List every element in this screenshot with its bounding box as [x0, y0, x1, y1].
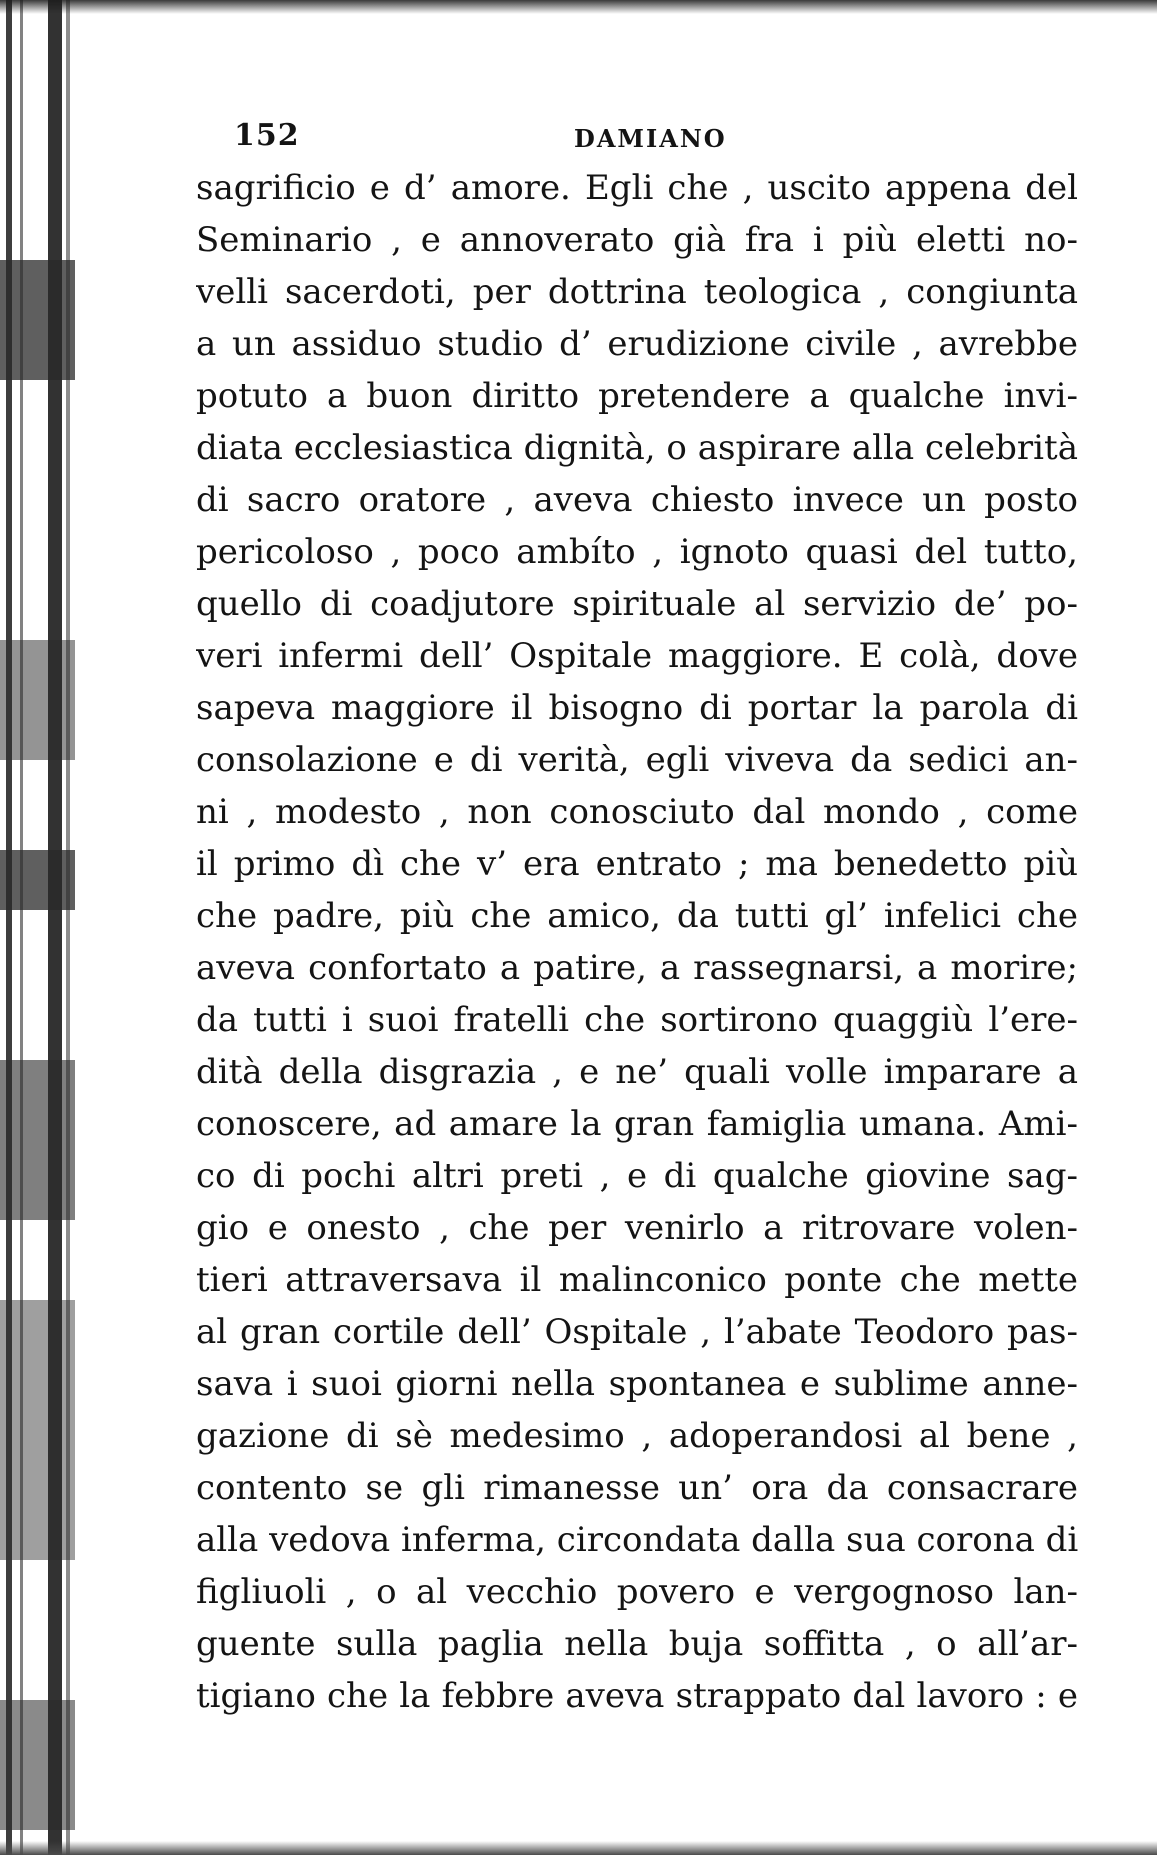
page-number: 152: [234, 118, 300, 153]
text-line: al gran cortile dell’ Ospitale , l’abate Teodoro pas-: [196, 1312, 1078, 1352]
text-line: conoscere, ad amare la gran famiglia umana. Ami-: [196, 1104, 1078, 1144]
binding-blot: [0, 1700, 75, 1830]
text-line: aveva confortato a patire, a rassegnarsi, a morire;: [196, 948, 1078, 988]
running-title: DAMIANO: [574, 124, 727, 153]
binding-blot: [0, 640, 75, 760]
text-line: guente sulla paglia nella buja soffitta , o all’ar-: [196, 1624, 1078, 1664]
text-line: contento se gli rimanesse un’ ora da consacrare: [196, 1468, 1078, 1508]
text-line: gazione di sè medesimo , adoperandosi al bene ,: [196, 1416, 1078, 1456]
text-line: veri infermi dell’ Ospitale maggiore. E colà, dove: [196, 636, 1078, 676]
text-line: il primo dì che v’ era entrato ; ma benedetto più: [196, 844, 1078, 884]
text-line: tieri attraversava il malinconico ponte che mette: [196, 1260, 1078, 1300]
text-line: Seminario , e annoverato già fra i più eletti no-: [196, 220, 1078, 260]
text-line: co di pochi altri preti , e di qualche giovine sag-: [196, 1156, 1078, 1196]
text-line: diata ecclesiastica dignità, o aspirare alla celebrità: [196, 428, 1078, 468]
text-line: consolazione e di verità, egli viveva da sedici an-: [196, 740, 1078, 780]
page-header: [234, 118, 1074, 158]
text-line: pericoloso , poco ambíto , ignoto quasi del tutto,: [196, 532, 1078, 572]
text-line: tigiano che la febbre aveva strappato dal lavoro : e: [196, 1676, 1078, 1716]
text-line: alla vedova inferma, circondata dalla sua corona di: [196, 1520, 1078, 1560]
scan-bottom-edge: [0, 1841, 1157, 1855]
text-line: gio e onesto , che per venirlo a ritrovare volen-: [196, 1208, 1078, 1248]
text-line: figliuoli , o al vecchio povero e vergognoso lan-: [196, 1572, 1078, 1612]
binding-blot: [0, 260, 75, 380]
binding-blot: [0, 1060, 75, 1220]
text-line: potuto a buon diritto pretendere a qualche invi-: [196, 376, 1078, 416]
binding-blot: [0, 850, 75, 910]
text-line: a un assiduo studio d’ erudizione civile , avrebbe: [196, 324, 1078, 364]
body-text: [196, 162, 1078, 1722]
text-line: da tutti i suoi fratelli che sortirono quaggiù l’ere-: [196, 1000, 1078, 1040]
text-line: quello di coadjutore spirituale al servizio de’ po-: [196, 584, 1078, 624]
binding-shadow: [0, 0, 80, 1855]
text-line: sagrificio e d’ amore. Egli che , uscito appena del: [196, 168, 1078, 208]
text-line: sapeva maggiore il bisogno di portar la parola di: [196, 688, 1078, 728]
text-line: sava i suoi giorni nella spontanea e sublime anne-: [196, 1364, 1078, 1404]
binding-blot: [0, 1300, 75, 1560]
text-line: di sacro oratore , aveva chiesto invece un posto: [196, 480, 1078, 520]
text-line: che padre, più che amico, da tutti gl’ infelici che: [196, 896, 1078, 936]
text-line: ni , modesto , non conosciuto dal mondo , come: [196, 792, 1078, 832]
scan-top-edge: [0, 0, 1157, 14]
text-line: velli sacerdoti, per dottrina teologica , congiunta: [196, 272, 1078, 312]
text-line: dità della disgrazia , e ne’ quali volle imparare a: [196, 1052, 1078, 1092]
